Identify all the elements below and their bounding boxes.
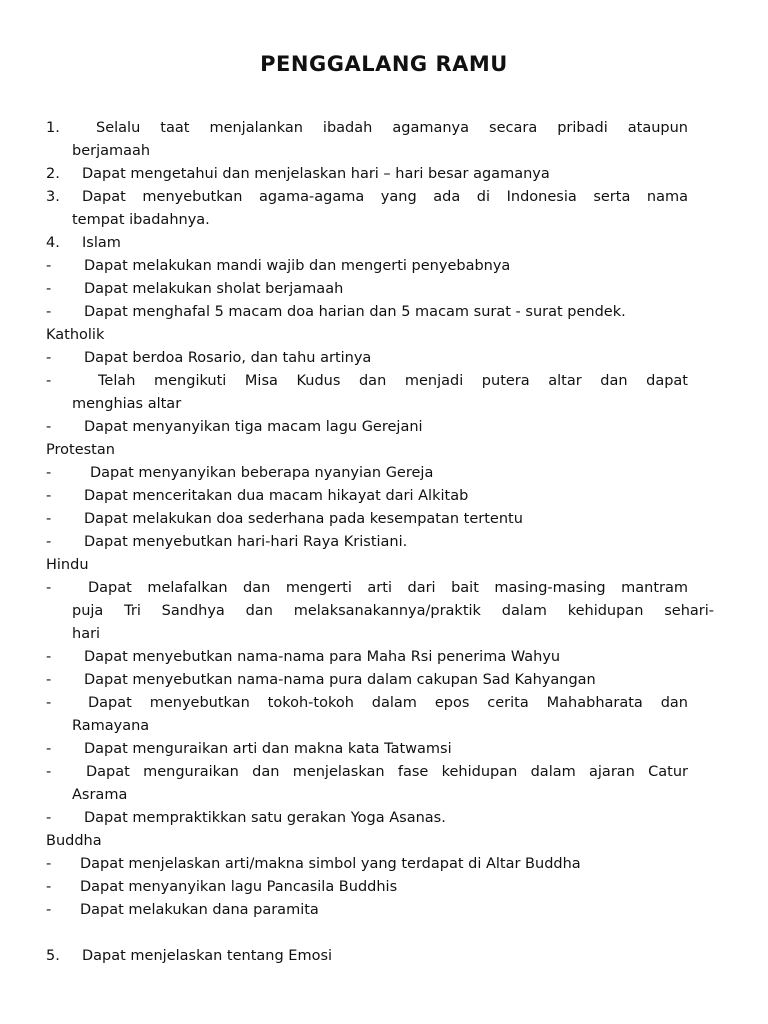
islam-item-1 [46, 255, 688, 278]
hindu-item-1 [46, 577, 688, 600]
item-text: Dapat menyebutkan tokoh-tokoh dalam epos cerita Mahabharata dan [88, 695, 688, 711]
item-text: Dapat mempraktikkan satu gerakan Yoga Asanas. [84, 810, 446, 826]
page-title: PENGGALANG RAMU [260, 52, 508, 76]
item-text: Dapat menyebutkan nama-nama pura dalam cakupan Sad Kahyangan [84, 672, 596, 688]
hindu-item-7 [46, 807, 688, 830]
item-text: Dapat menjelaskan tentang Emosi [82, 948, 333, 964]
bullet: - [46, 419, 52, 435]
list-item-5 [46, 945, 688, 968]
hindu-item-2 [46, 646, 688, 669]
islam-item-2 [46, 278, 688, 301]
hindu-item-6 [46, 761, 688, 784]
item-text: Dapat melakukan sholat berjamaah [84, 281, 344, 297]
item-text: Dapat melakukan doa sederhana pada kesempatan tertentu [84, 511, 523, 527]
katholik-item-2-cont: menghias altar [72, 396, 182, 412]
section-heading-katholik: Katholik [46, 327, 105, 343]
item-text: Islam [82, 235, 121, 251]
buddha-item-3 [46, 899, 688, 922]
bullet: - [46, 281, 52, 297]
hindu-item-6-cont: Asrama [72, 787, 128, 803]
list-item-3-cont: tempat ibadahnya. [72, 212, 210, 228]
section-heading-buddha: Buddha [46, 833, 102, 849]
list-item-2 [46, 163, 688, 186]
buddha-item-2 [46, 876, 688, 899]
hindu-item-1-cont2: hari [72, 626, 101, 642]
protestan-item-3 [46, 508, 688, 531]
bullet: - [46, 695, 52, 711]
item-text: Dapat melakukan dana paramita [80, 902, 319, 918]
bullet: - [46, 258, 52, 274]
item-text: Dapat menjelaskan arti/makna simbol yang terdapat di Altar Buddha [80, 856, 581, 872]
item-text: Dapat menguraikan arti dan makna kata Tatwamsi [84, 741, 452, 757]
protestan-item-1 [46, 462, 688, 485]
item-number: 3. [46, 189, 60, 205]
bullet: - [46, 465, 52, 481]
item-text: Dapat menyebutkan agama-agama yang ada di Indonesia serta nama [82, 189, 688, 205]
bullet: - [46, 511, 52, 527]
bullet: - [46, 902, 52, 918]
item-text: Dapat menghafal 5 macam doa harian dan 5 macam surat - surat pendek. [84, 304, 626, 320]
item-text: Dapat menyanyikan beberapa nyanyian Gereja [90, 465, 434, 481]
bullet: - [46, 856, 52, 872]
hindu-item-4 [46, 692, 688, 715]
bullet: - [46, 534, 52, 550]
bullet: - [46, 764, 52, 780]
katholik-item-3 [46, 416, 688, 439]
hindu-item-1-cont: puja Tri Sandhya dan melaksanakannya/praktik dalam kehidupan sehari- [72, 603, 714, 619]
bullet: - [46, 741, 52, 757]
katholik-item-2 [46, 370, 688, 393]
hindu-item-3 [46, 669, 688, 692]
bullet: - [46, 672, 52, 688]
item-text: Dapat berdoa Rosario, dan tahu artinya [84, 350, 372, 366]
item-number: 4. [46, 235, 60, 251]
bullet: - [46, 350, 52, 366]
list-item-1-cont: berjamaah [72, 143, 151, 159]
bullet: - [46, 373, 52, 389]
item-text: Dapat melakukan mandi wajib dan mengerti penyebabnya [84, 258, 511, 274]
katholik-item-1 [46, 347, 688, 370]
hindu-item-5 [46, 738, 688, 761]
buddha-item-1 [46, 853, 688, 876]
item-text: Telah mengikuti Misa Kudus dan menjadi putera altar dan dapat [98, 373, 688, 389]
item-text: Dapat menyanyikan tiga macam lagu Gerejani [84, 419, 423, 435]
item-text: Selalu taat menjalankan ibadah agamanya secara pribadi ataupun [96, 120, 688, 136]
item-text: Dapat mengetahui dan menjelaskan hari – hari besar agamanya [82, 166, 550, 182]
item-number: 2. [46, 166, 60, 182]
item-number: 5. [46, 948, 60, 964]
bullet: - [46, 649, 52, 665]
bullet: - [46, 580, 52, 596]
list-item-1 [46, 117, 688, 140]
hindu-item-4-cont: Ramayana [72, 718, 150, 734]
item-text: Dapat menyebutkan nama-nama para Maha Rsi penerima Wahyu [84, 649, 561, 665]
item-text: Dapat melafalkan dan mengerti arti dari bait masing-masing mantram [88, 580, 688, 596]
bullet: - [46, 304, 52, 320]
item-text: Dapat menyanyikan lagu Pancasila Buddhis [80, 879, 398, 895]
item-text: Dapat menguraikan dan menjelaskan fase kehidupan dalam ajaran Catur [86, 764, 688, 780]
bullet: - [46, 488, 52, 504]
section-heading-hindu: Hindu [46, 557, 89, 573]
bullet: - [46, 879, 52, 895]
item-number: 1. [46, 120, 60, 136]
section-heading-protestan: Protestan [46, 442, 115, 458]
islam-item-3 [46, 301, 688, 324]
item-text: Dapat menceritakan dua macam hikayat dari Alkitab [84, 488, 469, 504]
protestan-item-2 [46, 485, 688, 508]
bullet: - [46, 810, 52, 826]
item-text: Dapat menyebutkan hari-hari Raya Kristiani. [84, 534, 408, 550]
list-item-4 [46, 232, 688, 255]
list-item-3 [46, 186, 688, 209]
protestan-item-4 [46, 531, 688, 554]
